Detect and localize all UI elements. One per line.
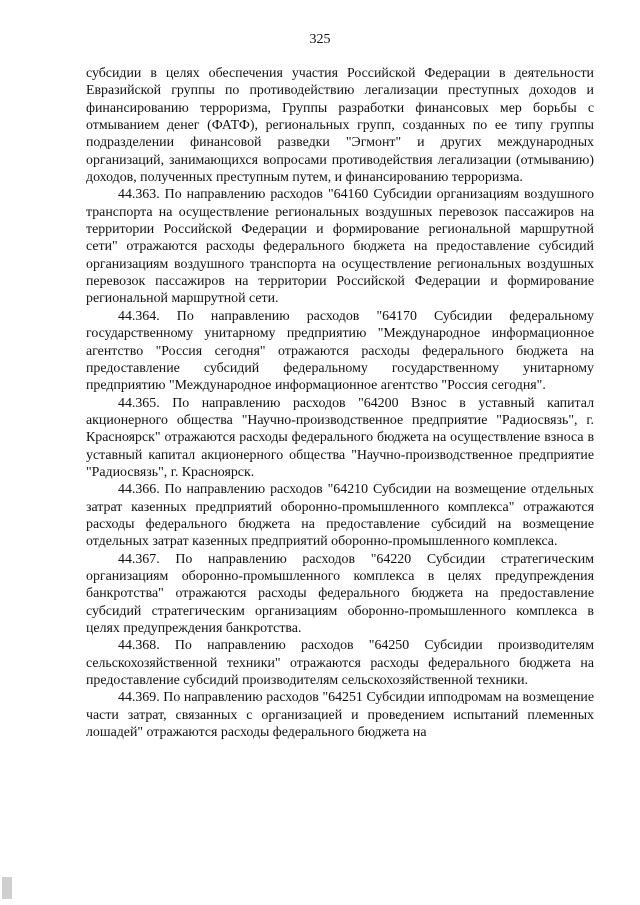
paragraph-44-369: 44.369. По направлению расходов "64251 Субсидии ипподромам на возмещение части затрат, связанных с организацией и проведением испытаний племенных лошадей" отражаются расходы федерального бюджета на <box>86 690 594 741</box>
paragraph-44-363: 44.363. По направлению расходов "64160 Субсидии организациям воздушного транспорта на осуществление региональных воздушных перевозок пассажиров на территории Российской Федерации и формирование региональной маршрутной сети" отражаются расходы федерального бюджета на предоставление субсидий организациям воздушного транспорта на осуществление региональных воздушных перевозок пассажиров на территории Российской Федерации и формирование региональной маршрутной сети. <box>86 187 594 307</box>
paragraph-44-364: 44.364. По направлению расходов "64170 Субсидии федеральному государственному унитарному предприятию "Международное информационное агентство "Россия сегодня" отражаются расходы федерального бюджета на предоставление субсидий федеральному государственному унитарному предприятию "Международное информационное агентство "Россия сегодня". <box>86 308 594 394</box>
paragraph-44-366: 44.366. По направлению расходов "64210 Субсидии на возмещение отдельных затрат казенных предприятий оборонно-промышленного комплекса" отражаются расходы федерального бюджета на предоставление субсидий на возмещение отдельных затрат казенных предприятий оборонно-промышленного комплекса. <box>86 482 594 550</box>
page-number: 325 <box>309 32 331 47</box>
paragraph-continuation: субсидии в целях обеспечения участия Российской Федерации в деятельности Евразийской группы по противодействию легализации преступных доходов и финансированию терроризма, Группы разработки финансовых мер борьбы с отмыванием денег (ФАТФ), региональных групп, созданных по ее типу группы подразделении финансовой разведки "Эгмонт" и других международных организаций, занимающихся вопросами противодействия легализации (отмыванию) доходов, полученных преступным путем, и финансированию терроризма. <box>86 66 594 186</box>
paragraph-44-365: 44.365. По направлению расходов "64200 Взнос в уставный капитал акционерного общества "Научно-производственное предприятие "Радиосвязь", г. Красноярск" отражаются расходы федерального бюджета на осуществление взноса в уставный капитал акционерного общества "Научно-производственное предприятие "Радиосвязь", г. Красноярск. <box>86 395 594 480</box>
paragraph-44-367: 44.367. По направлению расходов "64220 Субсидии стратегическим организациям оборонно-промышленного комплекса в целях предупреждения банкротства" отражаются расходы федерального бюджета на предоставление субсидий стратегическим организациям оборонно-промышленного комплекса в целях предупреждения банкротства. <box>86 551 594 636</box>
document-body <box>86 65 594 741</box>
scan-edge-mark <box>2 877 12 899</box>
paragraph-44-368: 44.368. По направлению расходов "64250 Субсидии производителям сельскохозяйственной техники" отражаются расходы федерального бюджета на предоставление субсидий производителям сельскохозяйственной техники. <box>86 638 594 689</box>
